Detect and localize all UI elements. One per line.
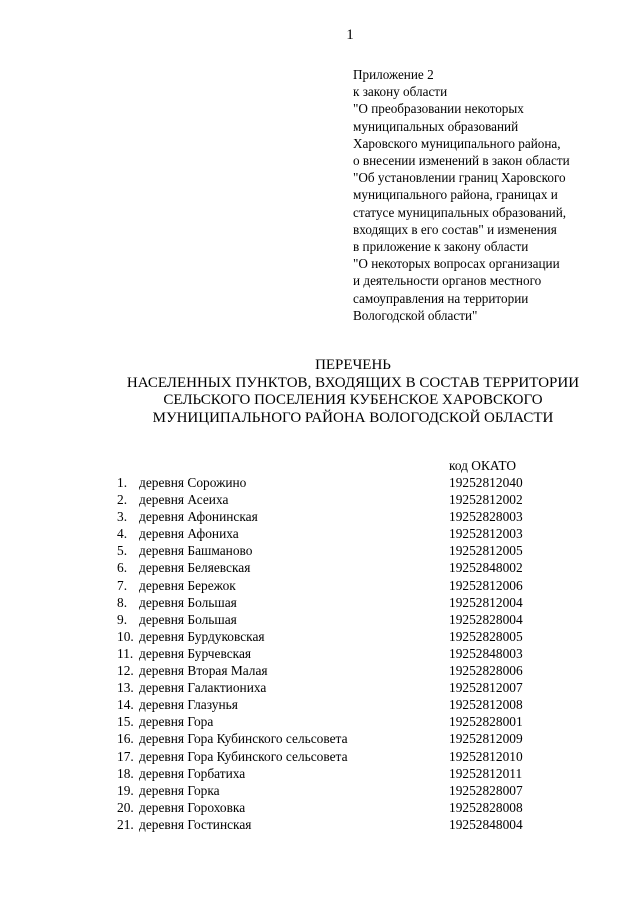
- okato-code: 19252828008: [449, 799, 523, 815]
- item-number: 16.: [117, 731, 134, 747]
- list-item: [117, 765, 577, 782]
- list-item: [117, 662, 577, 679]
- settlement-name: деревня Большая: [139, 594, 237, 610]
- okato-code: 19252828005: [449, 628, 523, 644]
- list-item: [117, 713, 577, 730]
- title-line: СЕЛЬСКОГО ПОСЕЛЕНИЯ КУБЕНСКОЕ ХАРОВСКОГО: [163, 392, 543, 409]
- okato-code: 19252848002: [449, 560, 523, 576]
- settlement-name: деревня Афонинская: [139, 509, 258, 525]
- settlement-name: деревня Горбатиха: [139, 765, 246, 781]
- list-item: [117, 748, 577, 765]
- page-number: 1: [346, 27, 354, 43]
- okato-code: 19252812005: [449, 543, 523, 559]
- appendix-line: о внесении изменений в закон области: [353, 153, 570, 169]
- appendix-line: Вологодской области": [353, 307, 478, 323]
- item-number: 3.: [117, 509, 128, 525]
- okato-code: 19252828001: [449, 714, 523, 730]
- appendix-line: в приложение к закону области: [353, 239, 529, 255]
- appendix-line: муниципального района, границах и: [353, 187, 558, 203]
- list-item: [117, 525, 577, 542]
- appendix-line: Харовского муниципального района,: [353, 135, 561, 151]
- item-number: 9.: [117, 611, 128, 627]
- settlement-name: деревня Асеиха: [139, 492, 229, 508]
- document-title: [0, 357, 640, 427]
- appendix-line: "О преобразовании некоторых: [353, 101, 524, 117]
- item-number: 12.: [117, 663, 134, 679]
- title-line: МУНИЦИПАЛЬНОГО РАЙОНА ВОЛОГОДСКОЙ ОБЛАСТИ: [152, 409, 554, 426]
- title-heading: ПЕРЕЧЕНЬ: [315, 357, 391, 373]
- list-item: [117, 782, 577, 799]
- list-item: [117, 730, 577, 747]
- okato-code: 19252812002: [449, 492, 523, 508]
- list-item: [117, 679, 577, 696]
- settlement-name: деревня Гора Кубинского сельсовета: [139, 748, 348, 764]
- title-line: НАСЕЛЕННЫХ ПУНКТОВ, ВХОДЯЩИХ В СОСТАВ ТЕРРИТОРИИ: [126, 374, 580, 391]
- okato-code: 19252812011: [449, 765, 523, 781]
- appendix-line: статусе муниципальных образований,: [353, 204, 567, 220]
- list-item: [117, 628, 577, 645]
- settlement-name: деревня Галактиониха: [139, 680, 267, 696]
- okato-code: 19252848004: [449, 816, 523, 832]
- list-item: [117, 611, 577, 628]
- appendix-line: и деятельности органов местного: [353, 273, 542, 289]
- item-number: 13.: [117, 680, 134, 696]
- appendix-note: [353, 66, 570, 324]
- settlement-name: деревня Вторая Малая: [139, 663, 268, 679]
- okato-code: 19252828003: [449, 509, 523, 525]
- item-number: 17.: [117, 748, 134, 764]
- settlement-name: деревня Гора Кубинского сельсовета: [139, 731, 348, 747]
- list-item: [117, 645, 577, 662]
- list-item: [117, 594, 577, 611]
- okato-code: 19252812008: [449, 697, 523, 713]
- item-number: 8.: [117, 594, 128, 610]
- appendix-line: Приложение 2: [353, 67, 434, 82]
- okato-code: 19252828006: [449, 663, 523, 679]
- settlement-name: деревня Горка: [139, 782, 220, 798]
- okato-column-header: код ОКАТО: [449, 458, 517, 473]
- list-item: [117, 542, 577, 559]
- list-item: [117, 816, 577, 833]
- item-number: 6.: [117, 560, 128, 576]
- appendix-line: муниципальных образований: [353, 118, 519, 134]
- settlement-name: деревня Гора: [139, 714, 214, 730]
- settlement-name: деревня Бурдуковская: [139, 628, 265, 644]
- item-number: 18.: [117, 765, 134, 781]
- item-number: 1.: [117, 475, 128, 490]
- okato-code: 19252812040: [449, 475, 523, 490]
- okato-code: 19252828004: [449, 611, 523, 627]
- item-number: 2.: [117, 492, 128, 508]
- item-number: 4.: [117, 526, 128, 542]
- list-item: [117, 696, 577, 713]
- okato-code: 19252812006: [449, 577, 523, 593]
- list-item: [117, 491, 577, 508]
- okato-code: 19252812009: [449, 731, 523, 747]
- item-number: 20.: [117, 799, 134, 815]
- item-number: 19.: [117, 782, 134, 798]
- settlement-name: деревня Башманово: [139, 543, 253, 559]
- list-item: [117, 559, 577, 576]
- item-number: 11.: [117, 645, 134, 661]
- item-number: 15.: [117, 714, 134, 730]
- okato-code: 19252812003: [449, 526, 523, 542]
- list-item: [117, 508, 577, 525]
- settlement-name: деревня Глазунья: [139, 697, 238, 713]
- settlement-name: деревня Сорожино: [139, 475, 247, 490]
- list-item: [117, 799, 577, 816]
- appendix-line: самоуправления на территории: [353, 290, 529, 306]
- okato-code: 19252812010: [449, 748, 523, 764]
- okato-code: 19252812007: [449, 680, 523, 696]
- item-number: 7.: [117, 577, 128, 593]
- settlement-name: деревня Гостинская: [139, 816, 252, 832]
- settlements-list: [117, 474, 577, 833]
- okato-code: 19252812004: [449, 594, 523, 610]
- settlement-name: деревня Большая: [139, 611, 237, 627]
- settlement-name: деревня Бережок: [139, 577, 236, 593]
- okato-code: 19252848003: [449, 645, 523, 661]
- list-item: [117, 577, 577, 594]
- settlement-name: деревня Гороховка: [139, 799, 246, 815]
- appendix-line: входящих в его состав" и изменения: [353, 221, 557, 237]
- list-item: [117, 474, 577, 491]
- okato-code: 19252828007: [449, 782, 523, 798]
- settlement-name: деревня Афониха: [139, 526, 239, 542]
- item-number: 21.: [117, 816, 134, 832]
- settlement-name: деревня Бурчевская: [139, 645, 252, 661]
- item-number: 10.: [117, 628, 134, 644]
- item-number: 5.: [117, 543, 128, 559]
- settlement-name: деревня Беляевская: [139, 560, 251, 576]
- appendix-line: "О некоторых вопросах организации: [353, 256, 560, 272]
- item-number: 14.: [117, 697, 134, 713]
- appendix-line: к закону области: [353, 84, 448, 100]
- appendix-line: "Об установлении границ Харовского: [353, 170, 566, 186]
